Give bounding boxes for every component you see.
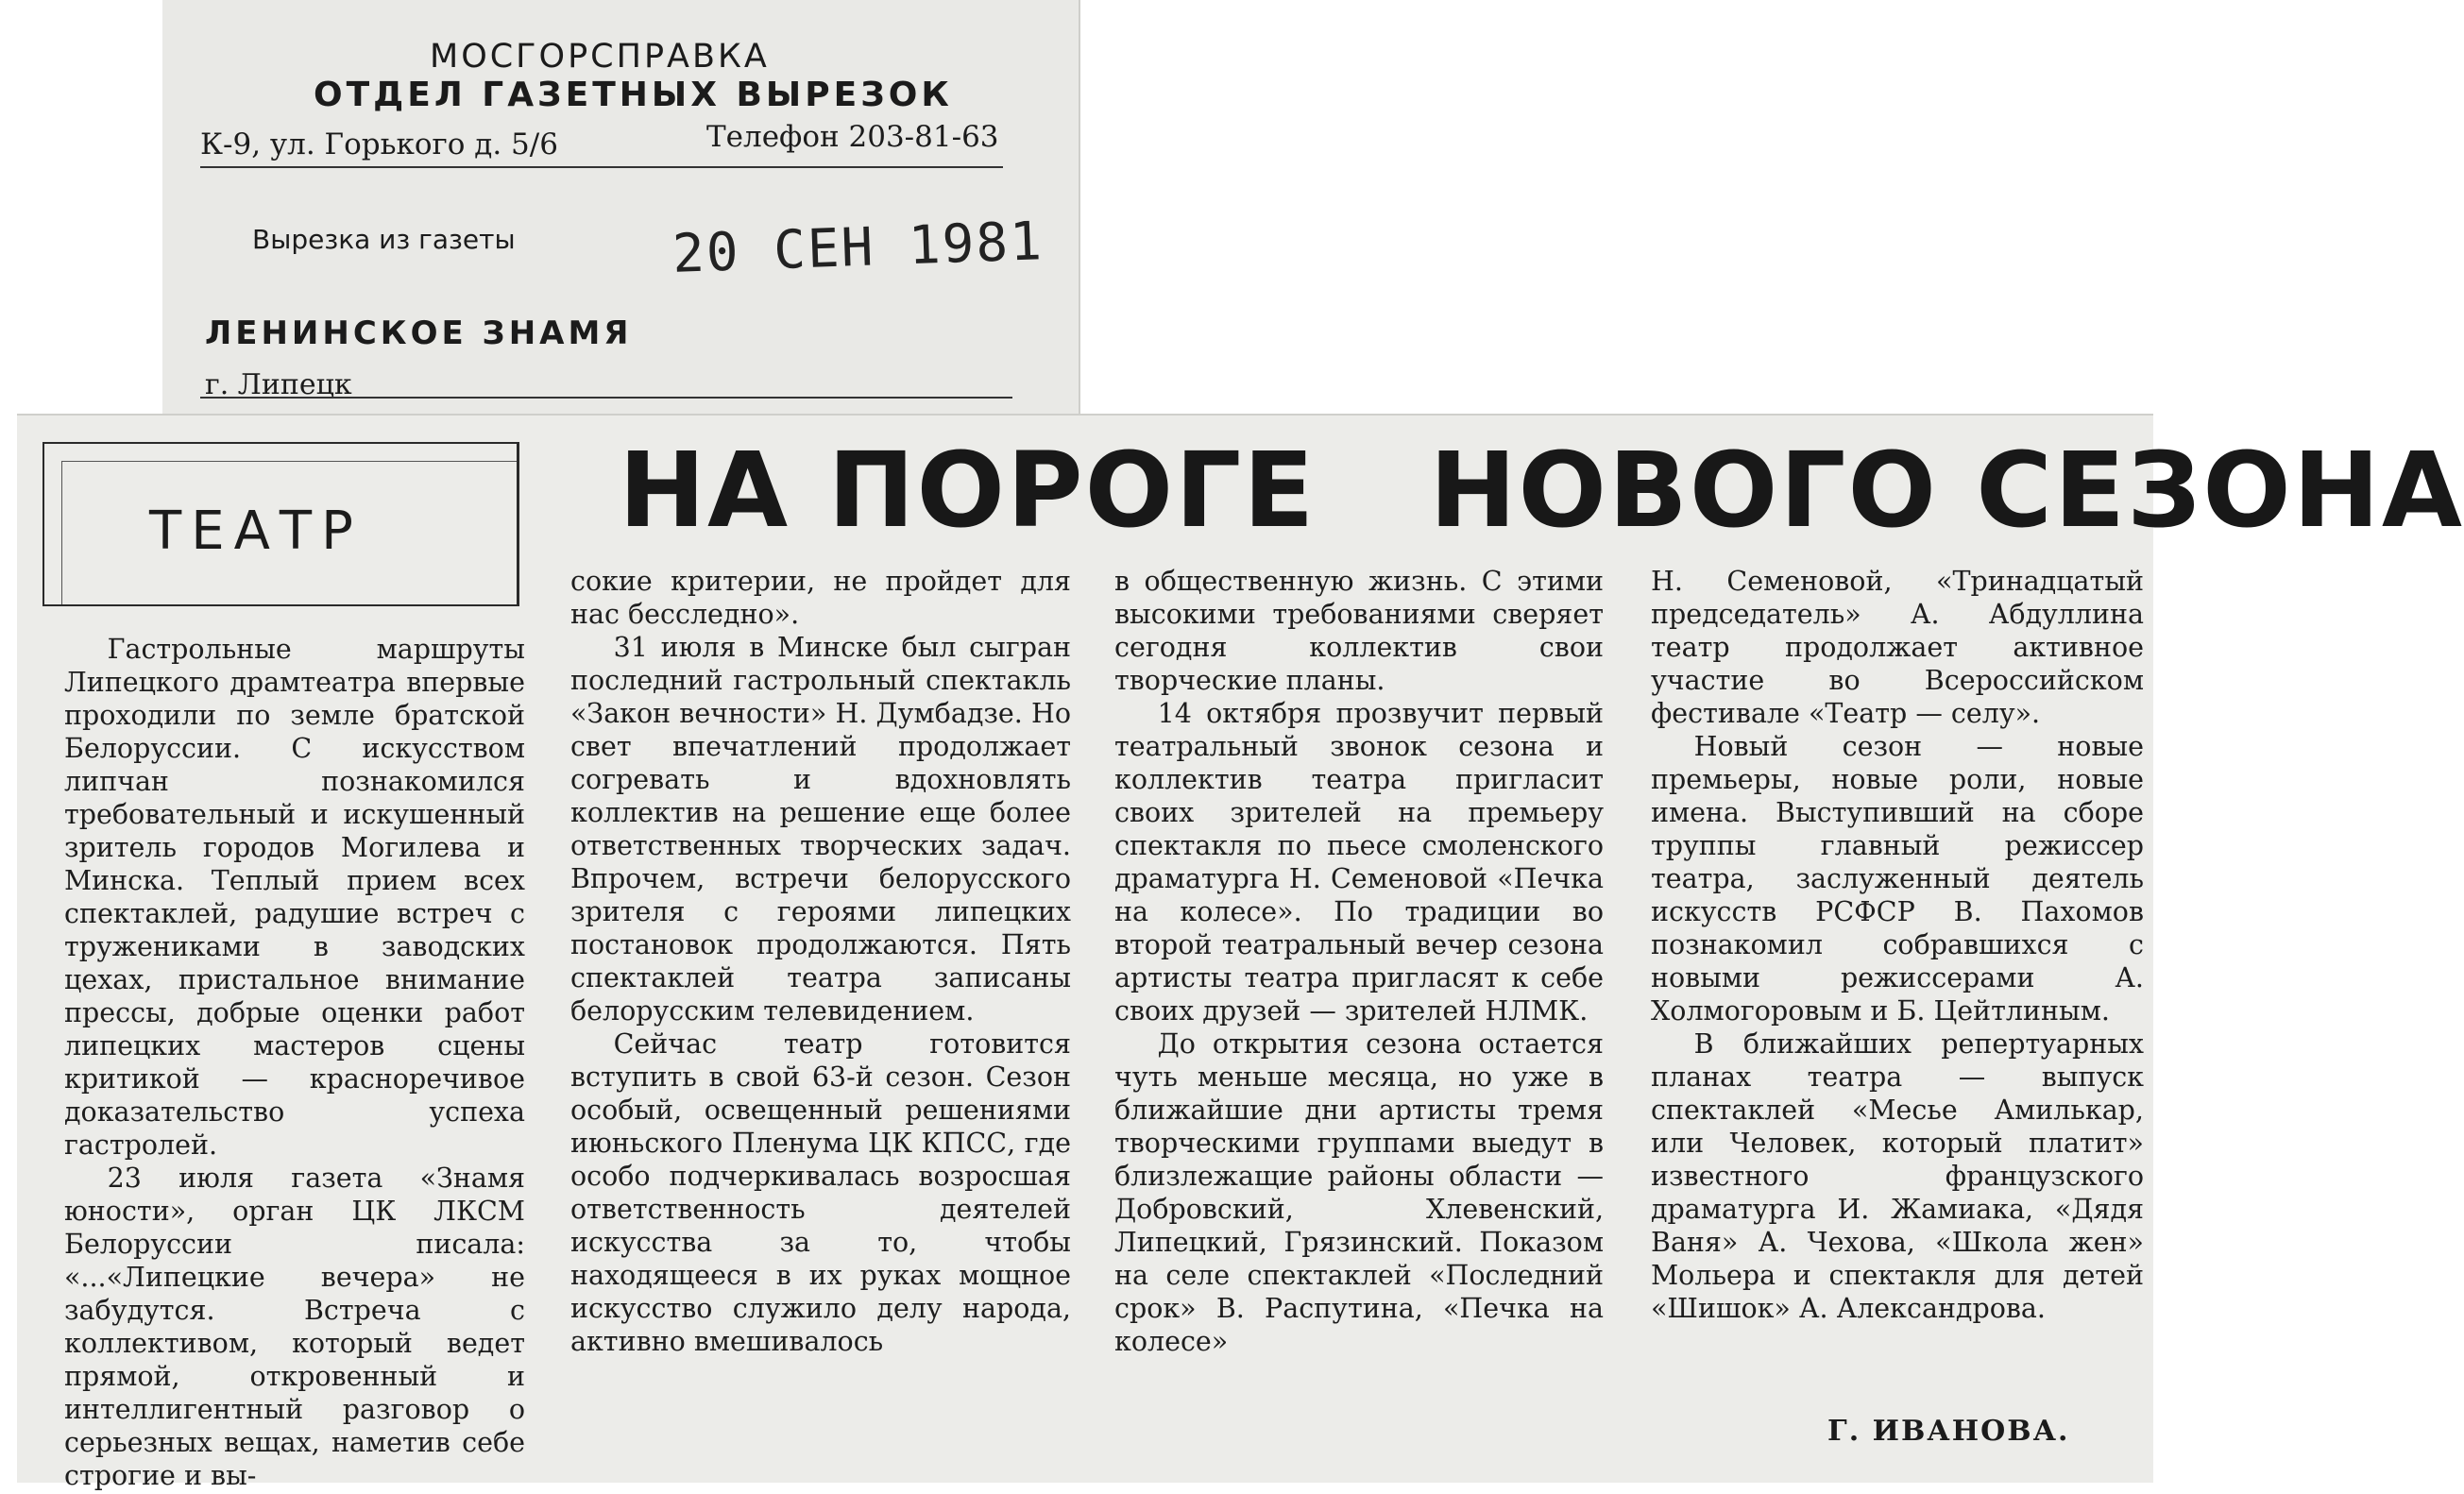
paragraph: 23 июля газета «Знамя юности», орган ЦК ЛКСМ Белоруссии писала: «...«Липецкие вечера» не забудутся. Встреча с коллективом, который ведет прямой, откровенный и интеллигентный разговор о серьезных вещах, наметив себе строгие и вы- <box>64 1163 525 1491</box>
paragraph: В ближайших репертуарных планах театра — выпуск спектаклей «Месье Амилькар, или Человек, который платит» известного французского драматурга И. Жамиака, «Дядя Ваня» А. Чехова, «Школа жен» Мольера и спектакля для детей «Шишок» А. Александрова. <box>1651 1028 2144 1324</box>
article-column-2 <box>570 565 1071 1358</box>
date-stamp: 20 СЕН 1981 <box>671 211 1045 285</box>
paragraph: Гастрольные маршруты Липецкого драмтеатра впервые проходили по земле братской Белоруссии. С искусством липчан познакомился требовательный и искушенный зритель городов Могилева и Минска. Теплый прием всех спектаклей, радушие встреч с тружениками в заводских цехах, пристальное внимание прессы, добрые оценки работ липецких мастеров сцены критикой — красноречивое доказательство успеха гастролей. <box>64 634 525 1161</box>
bureau-address: К-9, ул. Горького д. 5/6 <box>200 127 558 161</box>
newspaper-city: г. Липецк <box>205 368 352 401</box>
paragraph: Н. Семеновой, «Тринадцатый председатель» А. Абдуллина театр продолжает активное участие во Всероссийском фестивале «Театр — селу». <box>1651 566 2144 729</box>
newspaper-name: ЛЕНИНСКОЕ ЗНАМЯ <box>205 314 633 352</box>
paragraph: Сейчас театр готовится вступить в свой 63-й сезон. Сезон особый, освещенный решениями июньского Пленума ЦК КПСС, где особо подчеркивалась возросшая ответственность деятелей искусства за то, чтобы находящееся в их руках мощное искусство служило делу народа, активно вмешивалось <box>570 1028 1071 1357</box>
paragraph: в общественную жизнь. С этими высокими требованиями сверяет сегодня коллектив свои творческие планы. <box>1114 566 1604 696</box>
article-headline <box>619 430 2464 551</box>
bureau-name: МОСГОРСПРАВКА <box>430 38 770 76</box>
header-divider <box>200 166 1003 168</box>
paragraph: До открытия сезона остается чуть меньше месяца, но уже в ближайшие дни артисты тремя творческими группами выедут в близлежащие районы области — Добровский, Хлевенский, Липецкий, Грязинский. Показом на селе спектаклей «Последний срок» В. Распутина, «Печка на колесе» <box>1114 1028 1604 1357</box>
department-name: ОТДЕЛ ГАЗЕТНЫХ ВЫРЕЗОК <box>314 76 953 114</box>
headline-part-2: НОВОГО СЕЗОНА <box>1429 430 2464 551</box>
paragraph: 31 июля в Минске был сыгран последний гастрольный спектакль «Закон вечности» Н. Думбадзе. Но свет впечатлений продолжает согревать и вдохновлять коллектив на решение еще более ответственных творческих задач. Впрочем, встречи белорусского зрителя с героями липецких постановок продолжаются. Пять спектаклей театра записаны белорусским телевидением. <box>570 632 1071 1027</box>
paragraph: 14 октября прозвучит первый театральный звонок сезона и коллектив театра пригласит своих зрителей на премьеру спектакля по пьесе смоленского драматурга Н. Семеновой «Печка на колесе». По традиции во второй театральный вечер сезона артисты театра пригласят к себе своих друзей — зрителей НЛМК. <box>1114 698 1604 1027</box>
rubric-label: ТЕАТР <box>149 501 363 562</box>
article-column-4 <box>1651 565 2144 1325</box>
clipping-label: Вырезка из газеты <box>252 224 516 255</box>
article-author: Г. ИВАНОВА. <box>1827 1415 2070 1448</box>
article-column-1 <box>64 633 525 1492</box>
article-column-3 <box>1114 565 1604 1358</box>
paragraph: Новый сезон — новые премьеры, новые роли, новые имена. Выступивший на сборе труппы главный режиссер театра, заслуженный деятель искусств РСФСР В. Пахомов познакомил собравшихся с новыми режиссерами А. Холмогоровым и Б. Цейтлиным. <box>1651 731 2144 1027</box>
header-bottom-divider <box>200 397 1012 399</box>
paragraph: сокие критерии, не пройдет для нас бесследно». <box>570 566 1071 630</box>
headline-part-1: НА ПОРОГЕ <box>619 430 1317 551</box>
bureau-phone: Телефон 203-81-63 <box>706 120 999 154</box>
